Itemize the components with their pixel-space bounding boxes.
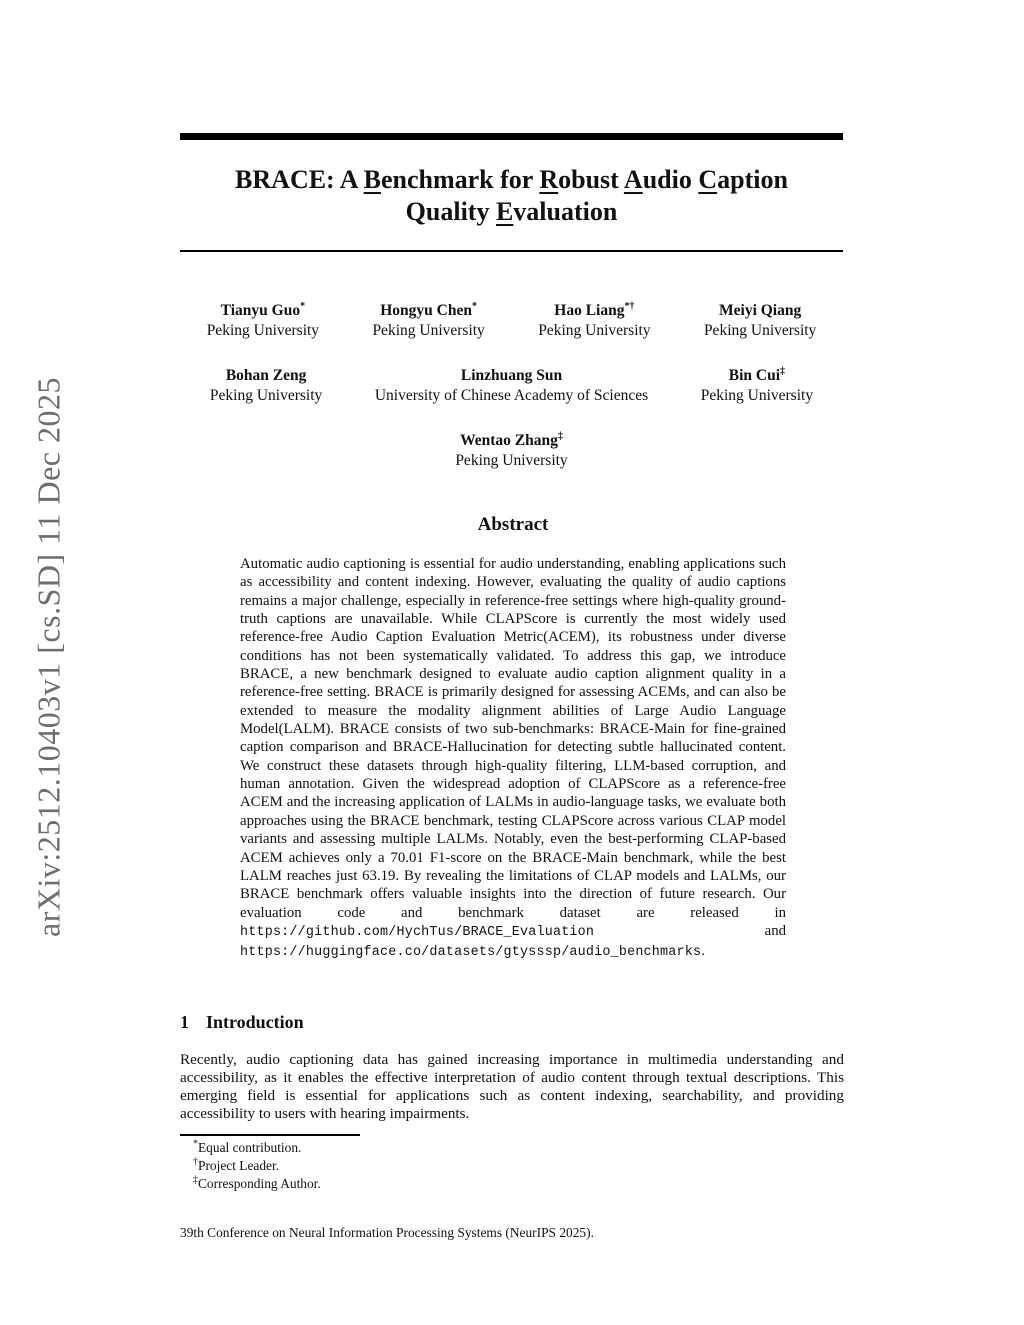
author-block-row-3 xyxy=(180,431,843,470)
footnote-mark: † xyxy=(193,1156,198,1168)
footnote-equal-contribution: *Equal contribution. xyxy=(193,1138,302,1155)
section-title: Introduction xyxy=(206,1012,304,1032)
top-rule xyxy=(180,133,843,140)
abstract-text: Automatic audio captioning is essential for audio understanding, enabling applications such as accessibility and content indexing. However, evaluating the quality of audio captions remains a major challenge, especially in reference-free settings where high-quality ground-truth captions are unavailable. While CLAPScore is currently the most widely used reference-free Audio Caption Evaluation Metric(ACEM), its robustness under diverse conditions has not been systematically validated. To address this gap, we introduce BRACE, a new benchmark designed to evaluate audio caption alignment quality in a reference-free setting. BRACE is primarily designed for assessing ACEMs, and can also be extended to measure the modality alignment abilities of Large Audio Language Model(LALM). BRACE consists of two sub-benchmarks: BRACE-Main for fine-grained caption comparison and BRACE-Hallucination for detecting subtle hallucinated content. We construct these datasets through high-quality filtering, LLM-based corruption, and human annotation. Given the widespread adoption of CLAPScore as a reference-free ACEM and the increasing application of LALMs in audio-language tasks, we evaluate both approaches using the BRACE benchmark, testing CLAPScore across various CLAP model variants and assessing multiple LALMs. Notably, even the best-performing CLAP-based ACEM achieves only a 70.01 F1-score on the BRACE-Main benchmark, while the best LALM reaches just 63.19. By revealing the limitations of CLAP models and LALMs, our BRACE benchmark offers valuable insights into the direction of future research. Our evaluation code and benchmark dataset are released in https://github.com/HychTus/BRACE_Evaluation and https://huggingface.co/datasets/gtysssp/audio_benchmarks. xyxy=(240,556,786,961)
author-mark: *† xyxy=(624,300,635,312)
author-affiliation: Peking University xyxy=(703,321,817,339)
introduction-paragraph: Recently, audio captioning data has gained increasing importance in multimedia understanding and accessibility, as it enables the effective interpretation of audio content through textual descriptions. This emerging field is essential for applications such as content indexing, searchability, and providing accessibility to users with hearing impairments. xyxy=(180,1051,844,1122)
footnote-project-leader: †Project Leader. xyxy=(193,1156,280,1174)
author-hongyu-chen: Hongyu Chen* Peking University xyxy=(346,301,512,340)
footnote-mark: * xyxy=(193,1138,198,1150)
huggingface-dataset-link[interactable]: https://huggingface.co/datasets/gtysssp/audio_benchmarks xyxy=(240,945,702,961)
abstract-body-text: Automatic audio captioning is essential for audio understanding, enabling applications such as accessibility and content indexing. However, evaluating the quality of audio captions remains a major challenge, especially in reference-free settings where high-quality ground-truth captions are unavailable. While CLAPScore is currently the most widely used reference-free Audio Caption Evaluation Metric(ACEM), its robustness under diverse conditions has not been systematically validated. To address this gap, we introduce BRACE, a new benchmark designed to evaluate audio caption alignment quality in a reference-free setting. BRACE is primarily designed for assessing ACEMs, and can also be extended to measure the modality alignment abilities of Large Audio Language Model(LALM). BRACE consists of two sub-benchmarks: BRACE-Main for fine-grained caption comparison and BRACE-Hallucination for detecting subtle hallucinated content. We construct these datasets through high-quality filtering, LLM-based corruption, and human annotation. Given the widespread adoption of CLAPScore as a reference-free ACEM and the increasing application of LALMs in audio-language tasks, we evaluate both approaches using the BRACE benchmark, testing CLAPScore across various CLAP model variants and assessing multiple LALMs. Notably, even the best-performing CLAP-based ACEM achieves only a 70.01 F1-score on the BRACE-Main benchmark, while the best LALM reaches just 63.19. By revealing the limitations of CLAP models and LALMs, our BRACE benchmark offers valuable insights into the direction of future research. Our evaluation code and benchmark dataset are released in xyxy=(240,556,786,921)
conference-footer: 39th Conference on Neural Information Processing Systems (NeurIPS 2025). xyxy=(180,1225,594,1240)
author-mark: * xyxy=(472,300,477,312)
author-affiliation: Peking University xyxy=(206,321,320,339)
author-affiliation: Peking University xyxy=(455,451,568,469)
footnote-corresponding-author: ‡Corresponding Author. xyxy=(193,1174,321,1192)
author-affiliation: University of Chinese Academy of Sciences xyxy=(374,386,649,404)
author-affiliation: Peking University xyxy=(538,321,651,339)
section-number: 1 xyxy=(180,1012,189,1032)
author-bohan-zeng: Bohan Zeng Peking University xyxy=(180,366,352,405)
title-rule xyxy=(180,250,843,252)
github-repo-link[interactable]: https://github.com/HychTus/BRACE_Evaluation xyxy=(240,924,595,940)
author-hao-liang: Hao Liang*† Peking University xyxy=(512,301,678,340)
author-mark: ‡ xyxy=(780,365,786,377)
author-affiliation: Peking University xyxy=(209,386,323,404)
footnote-rule xyxy=(180,1134,360,1136)
author-bin-cui: Bin Cui‡ Peking University xyxy=(671,366,843,405)
author-affiliation: Peking University xyxy=(700,386,814,404)
author-block-row-2 xyxy=(180,366,843,405)
footnotes xyxy=(180,1139,843,1194)
title-line-2: Quality Evaluation xyxy=(405,197,618,226)
author-mark: ‡ xyxy=(557,430,563,442)
title-line-1: BRACE: A Benchmark for Robust Audio Caption xyxy=(235,165,788,194)
footnote-mark: ‡ xyxy=(193,1174,198,1186)
page-title xyxy=(180,164,843,228)
author-affiliation: Peking University xyxy=(372,321,485,339)
arxiv-watermark: arXiv:2512.10403v1 [cs.SD] 11 Dec 2025 xyxy=(30,377,67,937)
author-wentao-zhang: Wentao Zhang‡ Peking University xyxy=(455,430,568,469)
abstract-heading: Abstract xyxy=(477,514,549,535)
author-linzhuang-sun: Linzhuang Sun University of Chinese Academy of Sciences xyxy=(352,366,671,405)
author-meiyi-qiang: Meiyi Qiang Peking University xyxy=(677,301,843,340)
author-mark: * xyxy=(300,300,306,312)
section-heading-introduction xyxy=(180,1012,843,1033)
author-tianyu-guo: Tianyu Guo* Peking University xyxy=(180,301,346,340)
author-block-row-1 xyxy=(180,301,843,340)
